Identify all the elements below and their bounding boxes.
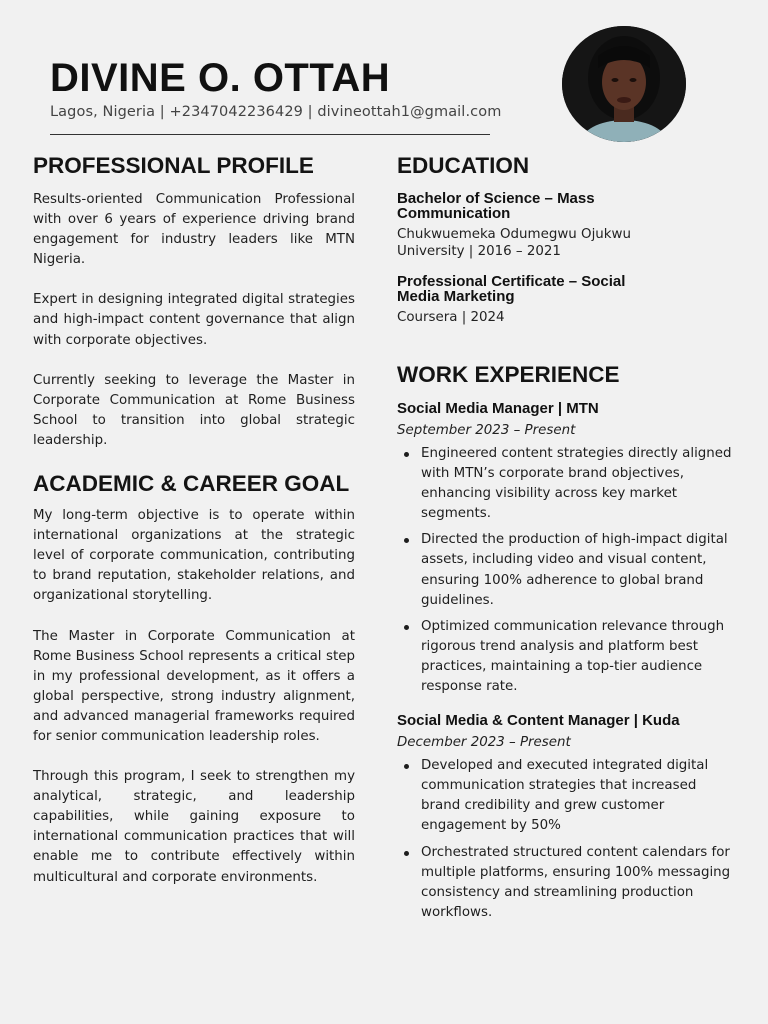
work-experience-heading: WORK EXPERIENCE bbox=[397, 362, 620, 387]
degree-institution: University | 2016 – 2021 bbox=[397, 244, 561, 259]
job-bullet: Directed the production of high-impact digital assets, including video and visual content, ensuring 100% adherence to global brand guidelines. bbox=[421, 530, 737, 610]
job-bullets bbox=[397, 444, 737, 697]
job-bullet: Engineered content strategies directly aligned with MTN’s corporate brand objectives, enhancing visibility across key market segments. bbox=[421, 444, 737, 524]
certificate-title: Media Marketing bbox=[397, 288, 515, 305]
job-entry bbox=[397, 711, 737, 923]
profile-photo bbox=[562, 26, 686, 142]
header-divider bbox=[50, 134, 490, 135]
contact-line: Lagos, Nigeria | +2347042236429 | divineottah1@gmail.com bbox=[50, 104, 502, 120]
goal-paragraph: The Master in Corporate Communication at Rome Business School represents a critical step in my professional development, as it offers a global perspective, strong industry alignment, and advanced managerial frameworks required for senior communication leadership roles. bbox=[33, 628, 355, 744]
degree-title: Bachelor of Science – Mass bbox=[397, 190, 595, 207]
right-column bbox=[397, 150, 737, 929]
profile-paragraph: Results-oriented Communication Professional with over 6 years of experience driving brand engagement for industry leaders like MTN Nigeria. bbox=[33, 192, 355, 268]
certificate-institution: Coursera | 2024 bbox=[397, 310, 505, 325]
goal-paragraph: My long-term objective is to operate within international organizations at the strategic level of corporate communication, contributing to brand reputation, stakeholder relations, and organizational storytelling. bbox=[33, 508, 355, 604]
professional-profile-heading: PROFESSIONAL PROFILE bbox=[33, 153, 314, 178]
education-heading: EDUCATION bbox=[397, 153, 530, 178]
job-dates: September 2023 – Present bbox=[397, 423, 576, 438]
education-item bbox=[397, 274, 737, 326]
job-dates: December 2023 – Present bbox=[397, 735, 571, 751]
candidate-name: DIVINE O. OTTAH bbox=[50, 56, 391, 100]
job-title: Social Media Manager | MTN bbox=[397, 400, 599, 417]
degree-institution: Chukwuemeka Odumegwu Ojukwu bbox=[397, 227, 631, 242]
profile-paragraph: Expert in designing integrated digital strategies and high-impact content governance that align with corporate objectives. bbox=[33, 292, 355, 348]
left-column bbox=[33, 150, 355, 888]
education-item bbox=[397, 191, 737, 260]
job-bullet: Optimized communication relevance through rigorous trend analysis and platform best practices, maintaining a top-tier audience response rate. bbox=[421, 617, 737, 697]
profile-paragraph: Currently seeking to leverage the Master in Corporate Communication at Rome Business School to transition into global strategic leadership. bbox=[33, 372, 355, 448]
certificate-title: Professional Certificate – Social bbox=[397, 273, 626, 290]
degree-title: Communication bbox=[397, 205, 511, 222]
goal-paragraph: Through this program, I seek to strengthen my analytical, strategic, and leadership capabilities, while gaining exposure to international communication practices that will enable me to contribute effectively within multicultural and corporate environments. bbox=[33, 769, 355, 885]
academic-goal-heading: ACADEMIC & CAREER GOAL bbox=[33, 471, 350, 497]
job-bullet: Orchestrated structured content calendars for multiple platforms, ensuring 100% messaging consistency and streamlining production workflows. bbox=[421, 843, 737, 923]
job-bullets bbox=[397, 756, 737, 923]
job-entry bbox=[397, 399, 737, 697]
job-bullet: Developed and executed integrated digital communication strategies that increased brand credibility and grew customer engagement by 50% bbox=[421, 756, 737, 836]
job-title: Social Media & Content Manager | Kuda bbox=[397, 712, 680, 730]
